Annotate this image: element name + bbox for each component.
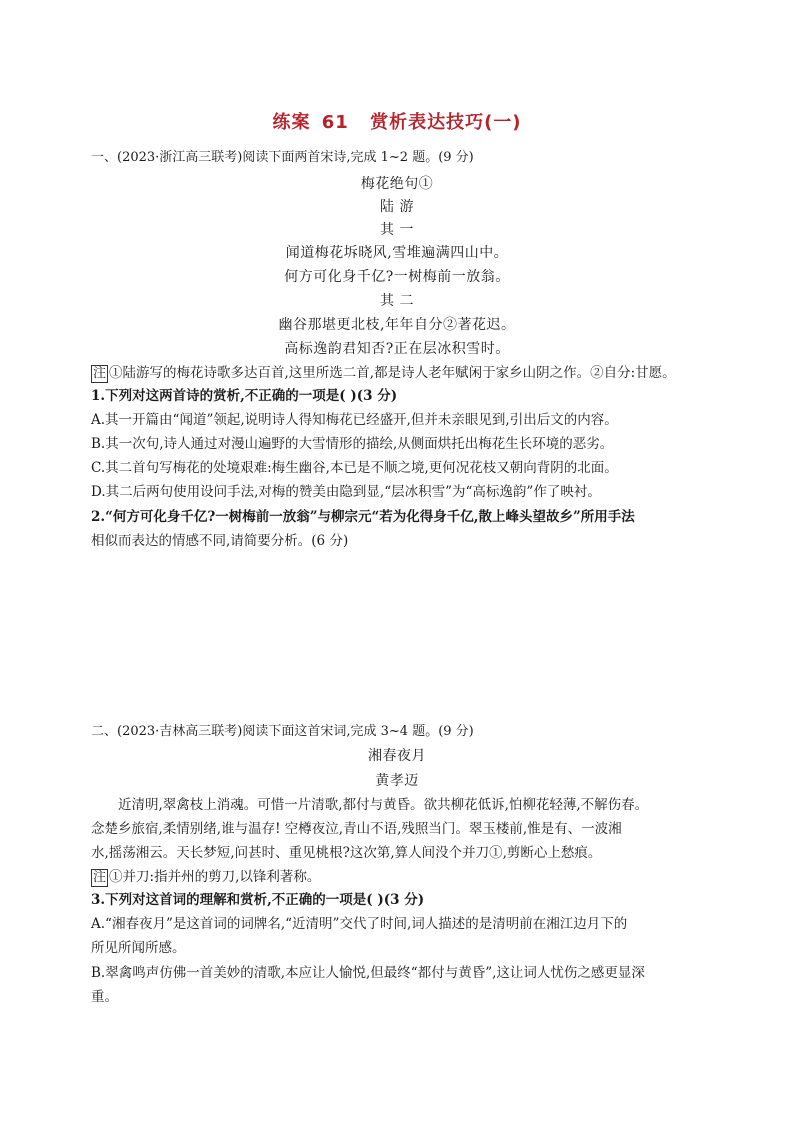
poem1-part2-line2: 高标逸韵君知否?正在层冰积雪时。 — [284, 341, 510, 357]
question-2-line2: 相似而表达的情感不同,请简要分析。(6 分) — [91, 533, 349, 549]
section2-note — [91, 867, 721, 887]
poem1-part2-heading: 其 二 — [380, 293, 414, 309]
poem1-author: 陆 游 — [380, 199, 414, 215]
page-title — [0, 108, 794, 134]
note-mark: 注 — [93, 870, 107, 885]
question-2-line1 — [91, 507, 721, 527]
section1-intro: 一、(2023·浙江高三联考)阅读下面两首宋诗,完成 1~2 题。(9 分) — [91, 150, 474, 165]
q1-option-d: D.其二后两句使用设问手法,对梅的赞美由隐到显,“层冰积雪”为“高标逸韵”作了映衬。 — [91, 484, 601, 500]
poem1-title: 梅花绝句① — [360, 176, 434, 192]
q1-option-c: C.其二首句写梅花的处境艰难:梅生幽谷,本已是不顺之境,更何况花枝又朝向背阴的北面。 — [91, 460, 618, 476]
poem1-part1-line2: 何方可化身千亿?一树梅前一放翁。 — [284, 269, 510, 285]
question-1: 1.下列对这两首诗的赏析,不正确的一项是( )(3 分) — [91, 388, 398, 404]
note-mark: 注 — [93, 366, 107, 381]
poem2-title: 湘春夜月 — [368, 748, 426, 764]
section2-note-text: ①并刀:指并州的剪刀,以锋利著称。 — [109, 869, 321, 885]
q1-option-a: A.其一开篇由“闻道”领起,说明诗人得知梅花已经盛开,但并未亲眼见到,引出后文的内容。 — [91, 412, 618, 428]
q3-option-b-line1: B.翠禽鸣声仿佛一首美妙的清歌,本应让人愉悦,但最终“都付与黄昏”,这让词人忧伤之感更显深 — [91, 965, 645, 981]
poem2-body-line2: 念楚乡旅宿,柔情别绪,谁与温存! 空樽夜泣,青山不语,残照当门。翠玉楼前,惟是有、一波湘 — [91, 821, 622, 837]
section1-note-text: ①陆游写的梅花诗歌多达百首,这里所选二首,都是诗人老年赋闲于家乡山阴之作。②自分:甘愿。 — [109, 365, 676, 381]
q3-option-a-line1: A.“湘春夜月”是这首词的词牌名,“近清明”交代了时间,词人描述的是清明前在湘江边月下的 — [91, 916, 628, 932]
poem1-part2-line1: 幽谷那堪更北枝,年年自分②著花迟。 — [278, 317, 516, 333]
section2-intro: 二、(2023·吉林高三联考)阅读下面这首宋词,完成 3~4 题。(9 分) — [91, 724, 474, 739]
poem1-part1-line1: 闻道梅花坼晓风,雪堆遍满四山中。 — [285, 245, 509, 261]
q1-option-b: B.其一次句,诗人通过对漫山遍野的大雪情形的描绘,从侧面烘托出梅花生长环境的恶劣。 — [91, 436, 614, 452]
q2-text: 2.“何方可化身千亿?一树梅前一放翁”与柳宗元“若为化得身千亿,散上峰头望故乡”所用手法 — [91, 509, 635, 525]
poem2-author: 黄孝迈 — [375, 773, 419, 789]
title-text: 赏析表达技巧(一) — [370, 112, 522, 133]
poem2-body-line3: 水,摇荡湘云。天长梦短,问甚时、重见桃根?这次第,算人间没个并刀①,剪断心上愁痕。 — [91, 845, 602, 861]
question-3: 3.下列对这首词的理解和赏析,不正确的一项是( )(3 分) — [91, 892, 425, 908]
poem2-body-line1: 近清明,翠禽枝上消魂。可惜一片清歌,都付与黄昏。欲共柳花低诉,怕柳花轻薄,不解伤春。 — [118, 797, 649, 813]
q3-option-a-line2: 所见所闻所感。 — [91, 940, 186, 956]
title-number: 61 — [321, 112, 349, 133]
q3-option-b-line2: 重。 — [91, 989, 118, 1005]
title-prefix: 练案 — [272, 112, 311, 133]
poem1-part1-heading: 其 一 — [380, 222, 414, 238]
section1-note — [91, 363, 721, 383]
